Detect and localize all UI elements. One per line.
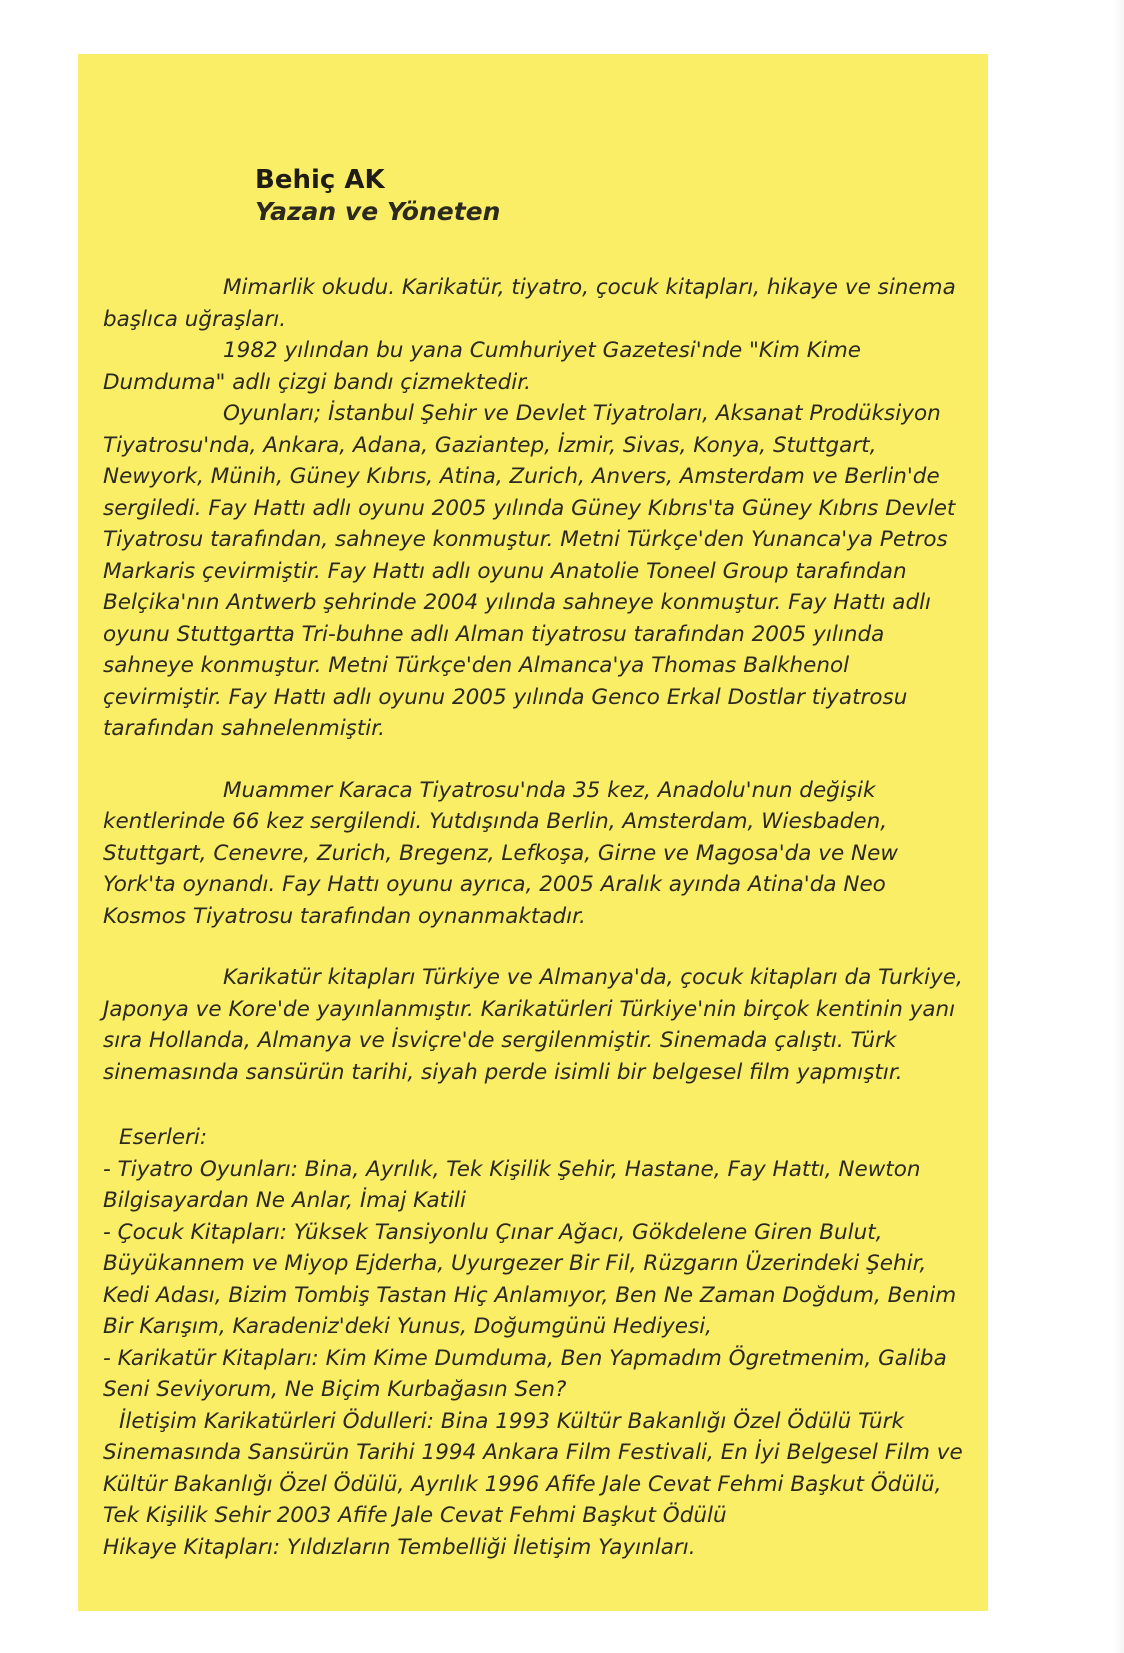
bio-paragraph-3: Oyunları; İstanbul Şehir ve Devlet Tiyatroları, Aksanat Prodüksiyon Tiyatrosu'nda, Ankara, Adana, Gaziantep, İzmir, Sivas, Konya, Stuttgart, Newyork, Münih, Güney Kıbrıs, Atina, Zurich, Anvers, Amsterdam ve Berlin'de sergiledi. Fay Hattı adlı oyunu 2005 yılında Güney Kıbrıs'ta Güney Kıbrıs Devlet Tiyatrosu tarafından, sahneye konmuştur. Metni Türkçe'den Yunanca'ya Petros Markaris çevirmiştir. Fay Hattı adlı oyunu Anatolie Toneel Group tarafından Belçika'nın Antwerb şehrinde 2004 yılında sahneye konmuştur. Fay Hattı adlı oyunu Stuttgartta Tri-buhne adlı Alman tiyatrosu tarafından 2005 yılında sahneye konmuştur. Metni Türkçe'den Almanca'ya Thomas Balkhenol çevirmiştir. Fay Hattı adlı oyunu 2005 yılında Genco Erkal Dostlar tiyatrosu tarafından sahnelenmiştir. [103,401,956,741]
author-role: Yazan ve Yöneten [255,197,501,226]
bio-paragraph-2: 1982 yılından bu yana Cumhuriyet Gazetesi'nde "Kim Kime Dumduma" adlı çizgi bandı çizmektedir. [103,338,862,395]
bio-paragraph-1: Mimarlik okudu. Karikatür, tiyatro, çocuk kitapları, hikaye ve sinema başlıca uğraşları. [103,275,956,332]
works-heading: Eserleri: [119,1125,208,1150]
bio-paragraph-5: Karikatür kitapları Türkiye ve Almanya'da, çocuk kitapları da Turkiye, Japonya ve Kore'de yayınlanmıştır. Karikatürleri Türkiye'nin birçok kentinin yanı sıra Hollanda, Almanya ve İsviçre'de sergilenmiştir. Sinemada çalıştı. Türk sinemasında sansürün tarihi, siyah perde isimli bir belgesel film yapmıştır. [103,965,963,1085]
works-stories: Hikaye Kitapları: Yıldızların Tembelliği İletişim Yayınları. [103,1534,696,1560]
bio-column [103,164,963,1563]
yellow-panel [78,54,988,1611]
works-theatre: - Tiyatro Oyunları: Bina, Ayrılık, Tek Kişilik Şehir, Hastane, Fay Hattı, Newton Bilgisayardan Ne Anlar, İmaj Katili [103,1156,921,1213]
page-edge [1114,0,1124,1653]
bio-paragraph-4: Muammer Karaca Tiyatrosu'nda 35 kez, Anadolu'nun değişik kentlerinde 66 kez sergilendi. Yutdışında Berlin, Amsterdam, Wiesbaden, Stuttgart, Cenevre, Zurich, Bregenz, Lefkoşa, Girne ve Magosa'da ve New York'ta oynandı. Fay Hattı oyunu ayrıca, 2005 Aralık ayında Atina'da Neo Kosmos Tiyatrosu tarafından oynanmaktadır. [103,777,898,929]
works-awards: İletişim Karikatürleri Ödulleri: Bina 1993 Kültür Bakanlığı Özel Ödülü Türk Sinemasında Sansürün Tarihi 1994 Ankara Film Festivali, En İyi Belgesel Film ve Kültür Bakanlığı Özel Ödülü, Ayrılık 1996 Afife Jale Cevat Fehmi Başkut Ödülü, Tek Kişilik Sehir 2003 Afife Jale Cevat Fehmi Başkut Ödülü [103,1408,963,1528]
works-cartoons: - Karikatür Kitapları: Kim Kime Dumduma, Ben Yapmadım Ögretmenim, Galiba Seni Seviyorum, Ne Biçim Kurbağasın Sen? [103,1345,947,1402]
works-children: - Çocuk Kitapları: Yüksek Tansiyonlu Çınar Ağacı, Gökdelene Giren Bulut, Büyükannem ve Miyop Ejderha, Uyurgezer Bir Fil, Rüzgarın Üzerindeki Şehir, Kedi Adası, Bizim Tombiş Tastan Hiç Anlamıyor, Ben Ne Zaman Doğdum, Benim Bir Karışım, Karadeniz'deki Yunus, Doğumgünü Hediyesi, [103,1219,957,1339]
author-name: Behiç AK [255,165,385,195]
